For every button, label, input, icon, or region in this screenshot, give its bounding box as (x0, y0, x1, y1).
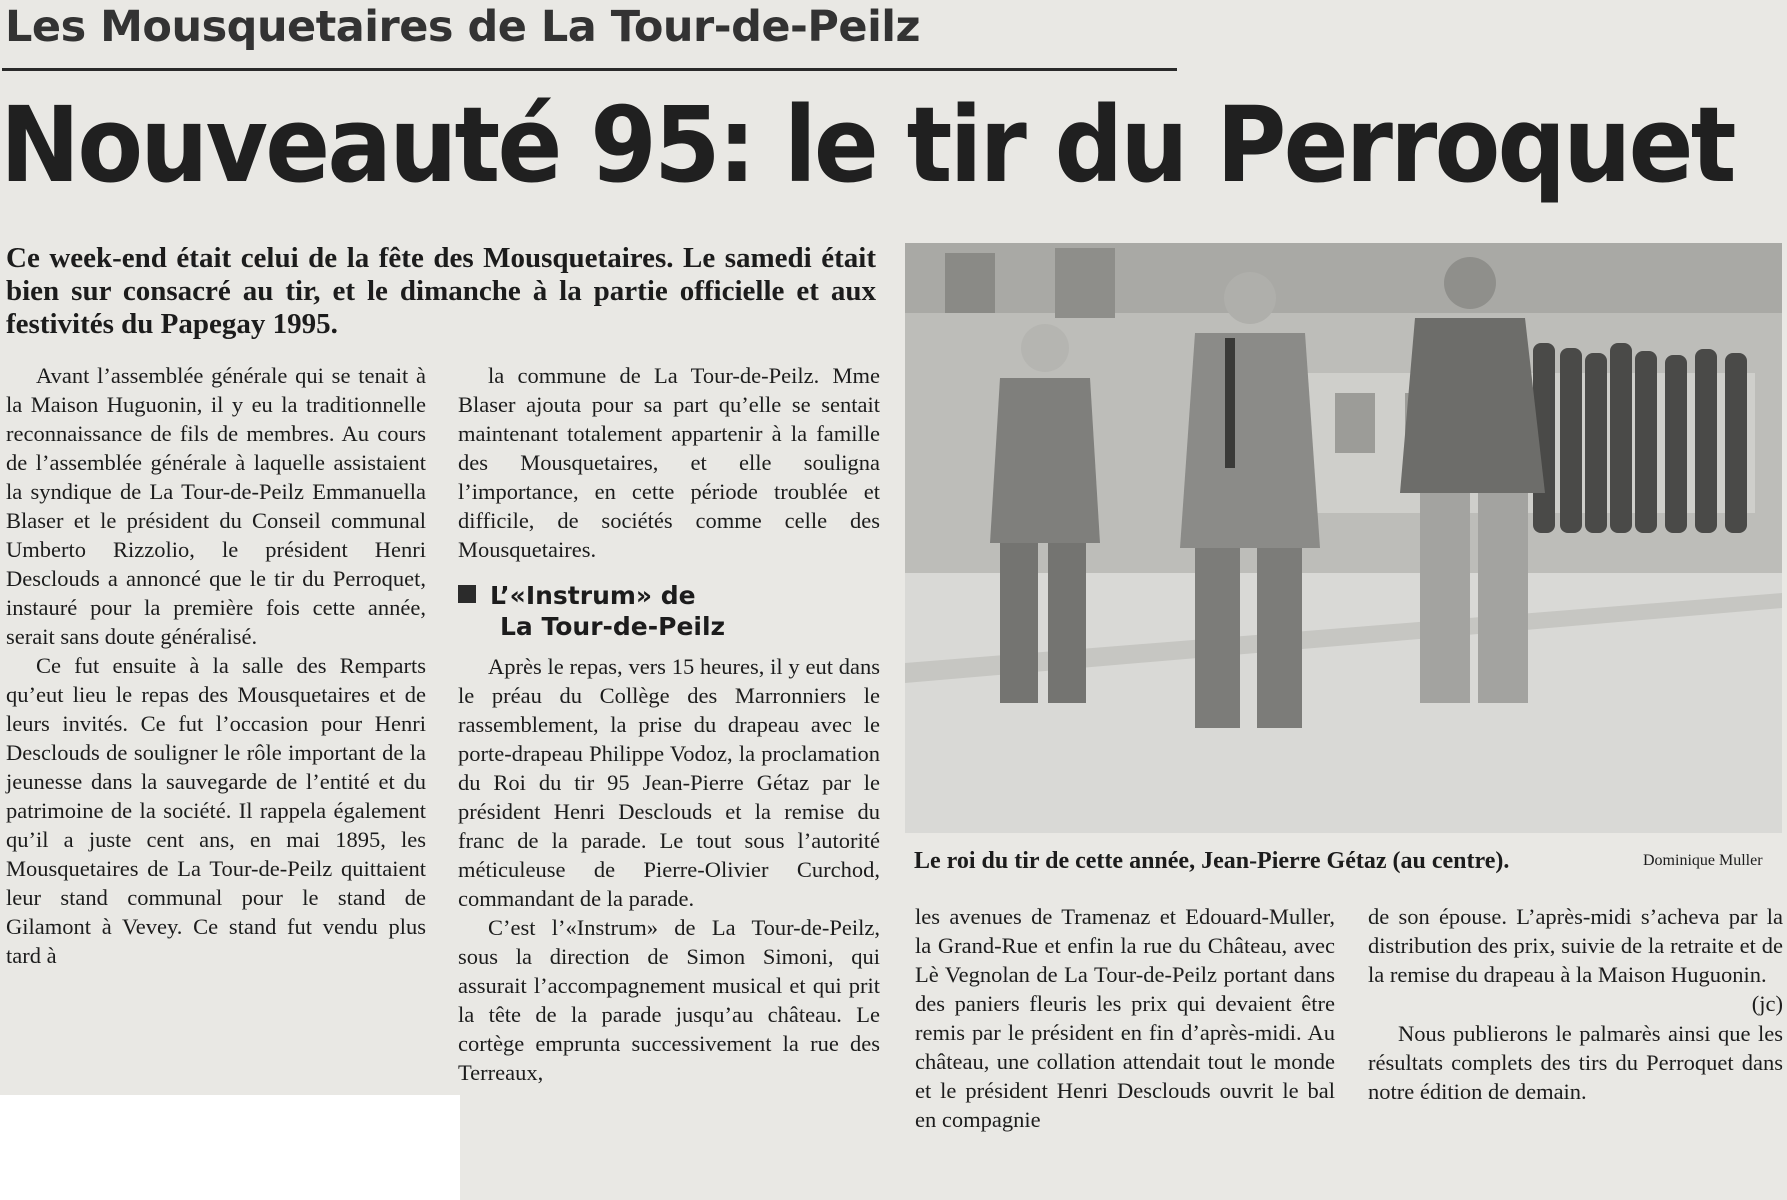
article-headline: Nouveauté 95: le tir du Perroquet (0, 84, 1734, 206)
author-signature: (jc) (1751, 991, 1783, 1016)
column-4-paragraph (1368, 902, 1783, 1016)
column-4-text: de son épouse. L’après-midi s’acheva par la distribution des prix, suivie de la retraite et de la remise du drapeau à la Maison Huguonin. (1368, 904, 1783, 987)
square-bullet-icon (458, 585, 476, 603)
column-3-paragraph: les avenues de Tramenaz et Edouard-Muller, la Grand-Rue et enfin la rue du Château, avec Lè Vegnolan de La Tour-de-Peilz portant dans des paniers fleuris les prix qui devaient être remis par le président en fin d’après-midi. Au château, une collation attendait tout le monde et le président Henri Desclouds ouvrit le bal en compagnie (915, 904, 1335, 1132)
column-4-paragraph: Nous publierons le palmarès ainsi que les résultats complets des tirs du Perroquet dans notre édition de demain. (1368, 1021, 1783, 1104)
torn-paper-area (0, 1095, 460, 1200)
column-2 (458, 361, 880, 1087)
photo-credit: Dominique Muller (1643, 852, 1763, 869)
column-2-paragraph: C’est l’«Instrum» de La Tour-de-Peilz, sous la direction de Simon Simoni, qui assurait l’accompagnement musical et qui prit la tête de la parade jusqu’au château. Le cortège emprunta successivement la rue des Terreaux, (458, 915, 880, 1085)
photo-caption: Le roi du tir de cette année, Jean-Pierre Gétaz (au centre). (914, 848, 1510, 874)
kicker-rule (2, 68, 1177, 71)
column-3 (915, 902, 1335, 1134)
column-2-paragraph: la commune de La Tour-de-Peilz. Mme Blaser ajouta pour sa part qu’elle se sentait maintenant totalement appartenir à la famille des Mousquetaires, et elle souligna l’importance, en cette période troublée et difficile, de sociétés comme celle des Mousquetaires. (458, 363, 880, 562)
article-kicker: Les Mousquetaires de La Tour-de-Peilz (5, 2, 921, 52)
photo-illustration (905, 243, 1782, 833)
column-2-paragraph: Après le repas, vers 15 heures, il y eut dans le préau du Collège des Marronniers le rassemblement, la prise du drapeau avec le porte-drapeau Philippe Vodoz, la proclamation du Roi du tir 95 Jean-Pierre Gétaz par le président Henri Desclouds et la remise du franc de la parade. Le tout sous l’autorité méticuleuse de Pierre-Olivier Curchod, commandant de la parade. (458, 654, 880, 911)
column-4 (1368, 902, 1783, 1106)
subhead-line-2: La Tour-de-Peilz (500, 612, 726, 641)
article-photo (905, 243, 1782, 833)
column-1-paragraph: Avant l’assemblée générale qui se tenait à la Maison Huguonin, il y eu la traditionnelle reconnaissance de fils de membres. Au cours de l’assemblée générale à laquelle assistaient la syndique de La Tour-de-Peilz Emmanuella Blaser et le président du Conseil communal Umberto Rizzolio, le président Henri Desclouds a annoncé que le tir du Perroquet, instauré pour la première fois cette année, serait sans doute généralisé. (6, 363, 426, 649)
article-lead: Ce week-end était celui de la fête des Mousquetaires. Le samedi était bien sur consacré au tir, et le dimanche à la partie officielle et aux festivités du Papegay 1995. (6, 242, 876, 340)
subhead-line-1: L’«Instrum» de (490, 581, 696, 610)
column-1-paragraph: Ce fut ensuite à la salle des Remparts qu’eut lieu le repas des Mousquetaires et de leurs invités. Ce fut l’occasion pour Henri Desclouds de souligner le rôle important de la jeunesse dans la sauvegarde de l’entité et du patrimoine de la société. Il rappela également qu’il a juste cent ans, en mai 1895, les Mousquetaires de La Tour-de-Peilz quittaient leur stand communal pour le stand de Gilamont à Vevey. Ce stand fut vendu plus tard à (6, 653, 426, 968)
section-subhead (458, 580, 880, 642)
column-1 (6, 361, 426, 970)
